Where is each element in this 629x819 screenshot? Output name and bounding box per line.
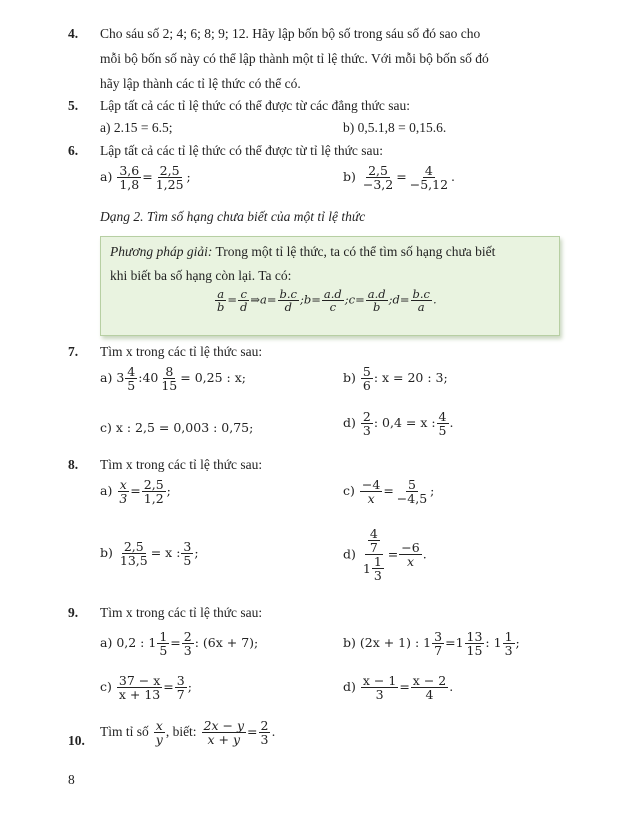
problem-10-statement: Tìm tỉ số $\frac{x}{y}$ , biết: $\frac{2x - y}{x + y}$ = $\frac{2}{3}$ . [100, 718, 276, 748]
problem-6-b: b) $\frac{2,5}{-3,2}$ = $\frac{4}{-5,12}$ . [343, 163, 456, 193]
problem-9-b: b) (2x + 1) : 1 $\frac{3}{7}$ =1 $\frac{13}{15}$ : 1 $\frac{1}{3}$ ; [343, 629, 520, 659]
problem-8-title: Tìm x trong các tỉ lệ thức sau: [100, 457, 263, 472]
problem-7-d: d) $\frac{2}{3}$ : 0,4 = x : $\frac{4}{5}$ . [343, 409, 454, 439]
problem-8-number: 8. [68, 457, 79, 472]
problem-5-title: Lập tất cả các tỉ lệ thức có thể được từ các đẳng thức sau: [100, 98, 411, 113]
problem-6-number: 6. [68, 143, 79, 158]
method-line-1: Phương pháp giải: Trong một tỉ lệ thức, ta có thể tìm số hạng chưa biết [110, 244, 496, 259]
problem-7-c: c) x : 2,5 = 0,003 : 0,75; [100, 420, 254, 435]
problem-10-number: 10. [68, 733, 85, 748]
problem-8-c: c) $\frac{-4}{x}$ = $\frac{5}{-4,5}$ ; [343, 477, 435, 507]
problem-9-a: a) 0,2 : 1 $\frac{1}{5}$ = $\frac{2}{3}$ : (6x + 7); [100, 629, 259, 659]
problem-6-title: Lập tất cả các tỉ lệ thức có thể được từ tỉ lệ thức sau: [100, 143, 384, 158]
problem-9-d: d) $\frac{x - 1}{3}$ = $\frac{x - 2}{4}$ . [343, 673, 454, 703]
method-formula: $\frac{a}{b}$ = $\frac{c}{d}$ ⇒a= $\frac{b.c}{d}$ ;b= $\frac{a.d}{c}$ ;c= $\frac{a.d}{b}$ ;d= $\frac{b.c}{a}$ . [217, 287, 437, 315]
problem-4-line-1: Cho sáu số 2; 4; 6; 8; 9; 12. Hãy lập bốn bộ số trong sáu số đó sao cho [100, 26, 481, 41]
problem-7-b: b) $\frac{5}{6}$ : x = 20 : 3; [343, 364, 448, 394]
problem-6-a: a) $\frac{3,6}{1,8}$ = $\frac{2,5}{1,25}$ ; [100, 163, 191, 193]
page-number: 8 [68, 772, 75, 787]
problem-9-c: c) $\frac{37 - x}{x + 13}$ = $\frac{3}{7}$ ; [100, 673, 192, 703]
problem-5-a: a) 2.15 = 6.5; [100, 120, 173, 135]
problem-4-line-3: hãy lập thành các tỉ lệ thức có thể có. [100, 76, 301, 91]
problem-9-number: 9. [68, 605, 79, 620]
problem-8-b: b) $\frac{2,5}{13,5}$ = x : $\frac{3}{5}$ ; [100, 539, 199, 569]
problem-8-d: d) $\frac{4}{7}$ 1 $\frac{1}{3}$ = $\frac{-6}{x}$ . [343, 526, 427, 584]
problem-8-a: a) $\frac{x}{3}$ = $\frac{2,5}{1,2}$ ; [100, 477, 171, 507]
problem-7-title: Tìm x trong các tỉ lệ thức sau: [100, 344, 263, 359]
problem-4-line-2: mỗi bộ bốn số này có thể lập thành một tỉ lệ thức. Với mỗi bộ bốn số đó [100, 51, 489, 66]
method-line-2: khi biết ba số hạng còn lại. Ta có: [110, 268, 292, 283]
section-heading-dang-2: Dạng 2. Tìm số hạng chưa biết của một tỉ lệ thức [100, 209, 366, 224]
problem-7-number: 7. [68, 344, 79, 359]
problem-9-title: Tìm x trong các tỉ lệ thức sau: [100, 605, 263, 620]
problem-5-b: b) 0,5.1,8 = 0,15.6. [343, 120, 447, 135]
problem-7-a: a) 3 $\frac{4}{5}$ :40 $\frac{8}{15}$ = 0,25 : x; [100, 364, 246, 394]
problem-5-number: 5. [68, 98, 79, 113]
problem-4-number: 4. [68, 26, 79, 41]
